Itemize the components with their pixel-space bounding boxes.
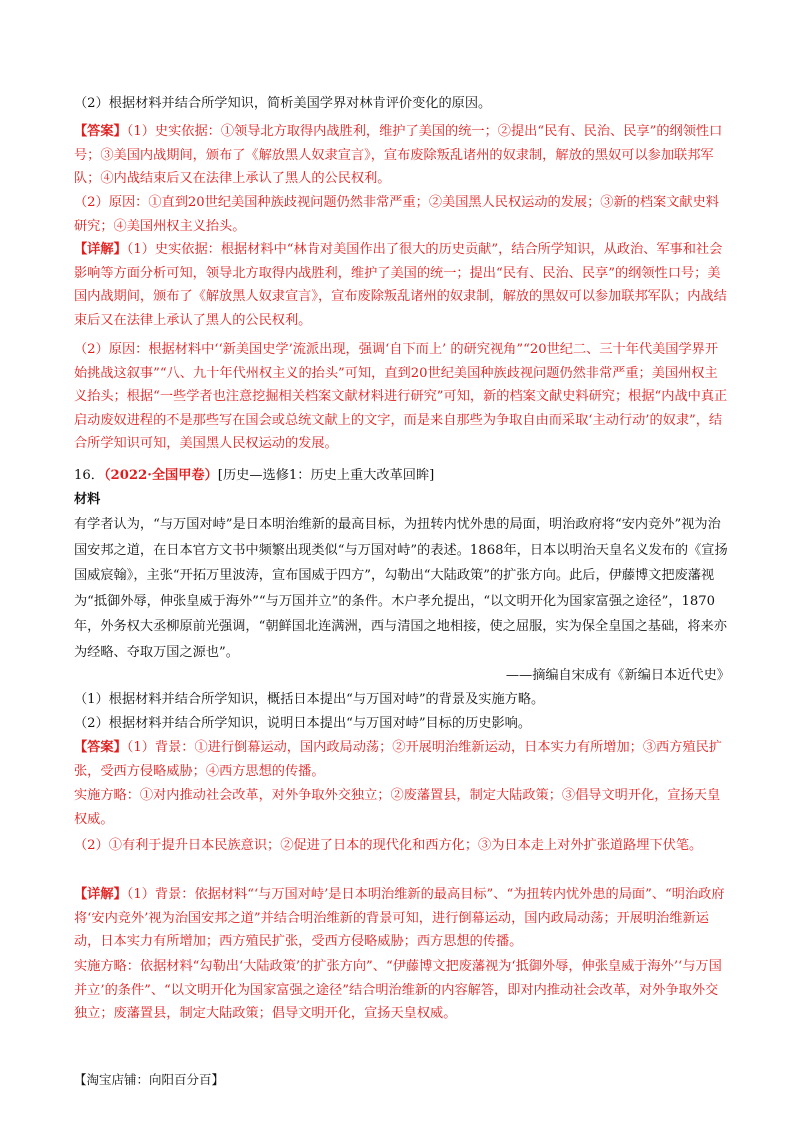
q15-answer-2: （2）原因：①直到20世纪美国种族歧视问题仍然非常严重；②美国黑人民权运动的发展；③新的档案文献史料研究；④美国州权主义抬头。 bbox=[74, 195, 719, 234]
question-number: 16． bbox=[74, 468, 104, 483]
answer-tag: 【答案】 bbox=[74, 124, 127, 139]
q16-answer-2: 实施方略：①对内推动社会改革，对外争取外交独立；②废藩置县，制定大陆政策；③倡导文明开化，宣扬天皇权威。 bbox=[74, 788, 721, 827]
detail-tag: 【详解】 bbox=[74, 887, 127, 902]
detail-tag: 【详解】 bbox=[74, 242, 127, 257]
q15-detail-2: （2）原因：根据材料中‘‘新美国史学’流派出现，强调‘自下而上’ 的研究视角”“20世纪二、三十年代美国学界开始挑战这叙事”“八、九十年代州权主义的抬头”可知，直到20世纪美国种族歧视问题仍然非常严重；美国州权主义抬头；根据“一些学者也注意挖掘相关档案文献材料进行研究”可知，新的档案文献史料研究；根据“内战中真正启动废奴进程的不是那些写在国会或总统文献上的文字，而是来自那些为争取自由而采取‘主动行动’的奴隶”，结合所学知识可知，美国黑人民权运动的发展。 bbox=[74, 342, 728, 451]
q15-detail-1 bbox=[74, 238, 730, 332]
detail-text: （1）史实依据：根据材料中“林肯对美国作出了很大的历史贡献”，结合所学知识，从政治、军事和社会影响等方面分析可知，领导北方取得内战胜利，维护了美国的统一；提出“民有、民治、民享”的纲领性口号；美国内战期间，颁布了《解放黑人奴隶宣言》，宣布废除叛乱诸州的奴隶制，解放的黑奴可以参加联邦军队；内战结束后又在法律上承认了黑人的公民权利。 bbox=[74, 242, 727, 328]
answer-tag: 【答案】 bbox=[74, 740, 127, 755]
q16-question-2: （2）根据材料并结合所学知识，说明日本提出“与万国对峙”目标的历史影响。 bbox=[74, 716, 532, 731]
q16-question-1: （1）根据材料并结合所学知识，概括日本提出“与万国对峙”的背景及实施方略。 bbox=[74, 692, 545, 707]
question-topic: [历史—选修1：历史上重大改革回眸] bbox=[217, 468, 435, 483]
q16-answer-1 bbox=[74, 736, 730, 783]
q16-answer-3: （2）①有利于提升日本民族意识；②促进了日本的现代化和西方化；③为日本走上对外扩张道路埋下伏笔。 bbox=[74, 838, 703, 853]
q15-part2-question: （2）根据材料并结合所学知识，简析美国学界对林肯评价变化的原因。 bbox=[74, 96, 492, 111]
detail-text: （1）背景：依据材料“‘与万国对峙’是日本明治维新的最高目标”、“为扭转内忧外患的局面”、“明治政府将‘安内竞外’视为治国安邦之道”并结合明治维新的背景可知，进行倒幕运动，国内政局动荡；开展明治维新运动，日本实力有所增加；西方殖民扩张，受西方侵略威胁；西方思想的传播。 bbox=[74, 887, 725, 949]
answer-text: （1）史实依据：①领导北方取得内战胜利，维护了美国的统一；②提出“民有、民治、民享”的纲领性口号；③美国内战期间，颁布了《解放黑人奴隶宣言》，宣布废除叛乱诸州的奴隶制，解放的黑奴可以参加联邦军队；④内战结束后又在法律上承认了黑人的公民权利。 bbox=[74, 124, 723, 186]
q16-detail-1 bbox=[74, 883, 730, 954]
material-source: ——摘编自宋成有《新编日本近代史》 bbox=[505, 668, 730, 683]
q15-answer-1 bbox=[74, 120, 730, 191]
answer-text: （1）背景：①进行倒幕运动，国内政局动荡；②开展明治维新运动，日本实力有所增加；③西方殖民扩张，受西方侵略威胁；④西方思想的传播。 bbox=[74, 740, 722, 779]
q16-header bbox=[74, 464, 730, 488]
material-heading: 材料 bbox=[74, 492, 101, 507]
q16-detail-2: 实施方略：依据材料“勾勒出‘大陆政策’的扩张方向”、“伊藤博文把废藩视为‘抵御外辱，伸张皇威于海外’‘与万国并立’的条件”、“以文明开化为国家富强之途径”结合明治维新的内容解答，即对内推动社会改革，对外争取外交独立；废藩置县，制定大陆政策；倡导文明开化，宣扬天皇权威。 bbox=[74, 959, 722, 1021]
material-text: 有学者认为，“与万国对峙”是日本明治维新的最高目标，为扭转内忧外患的局面，明治政府将“安内竞外”视为治国安邦之道，在日本官方文书中频繁出现类似“与万国对峙”的表述。1868年，日本以明治天皇名义发布的《宣扬国威宸翰》，主张“开拓万里波涛，宣布国威于四方”，勾勒出“大陆政策”的扩张方向。此后，伊藤博文把废藩视为“抵御外辱，伸张皇威于海外”“与万国并立”的条件。木户孝允提出，“以文明开化为国家富强之途径”，1870年，外务权大丞柳原前光强调，“朝鲜国北连满洲，西与清国之地相接，使之屈服，实为保全皇国之基础，将来亦为经略、夺取万国之源也”。 bbox=[74, 517, 728, 660]
question-source: （2022·全国甲卷） bbox=[103, 468, 218, 483]
footer-shop-label: 【淘宝店铺：向阳百分百】 bbox=[74, 1072, 225, 1087]
